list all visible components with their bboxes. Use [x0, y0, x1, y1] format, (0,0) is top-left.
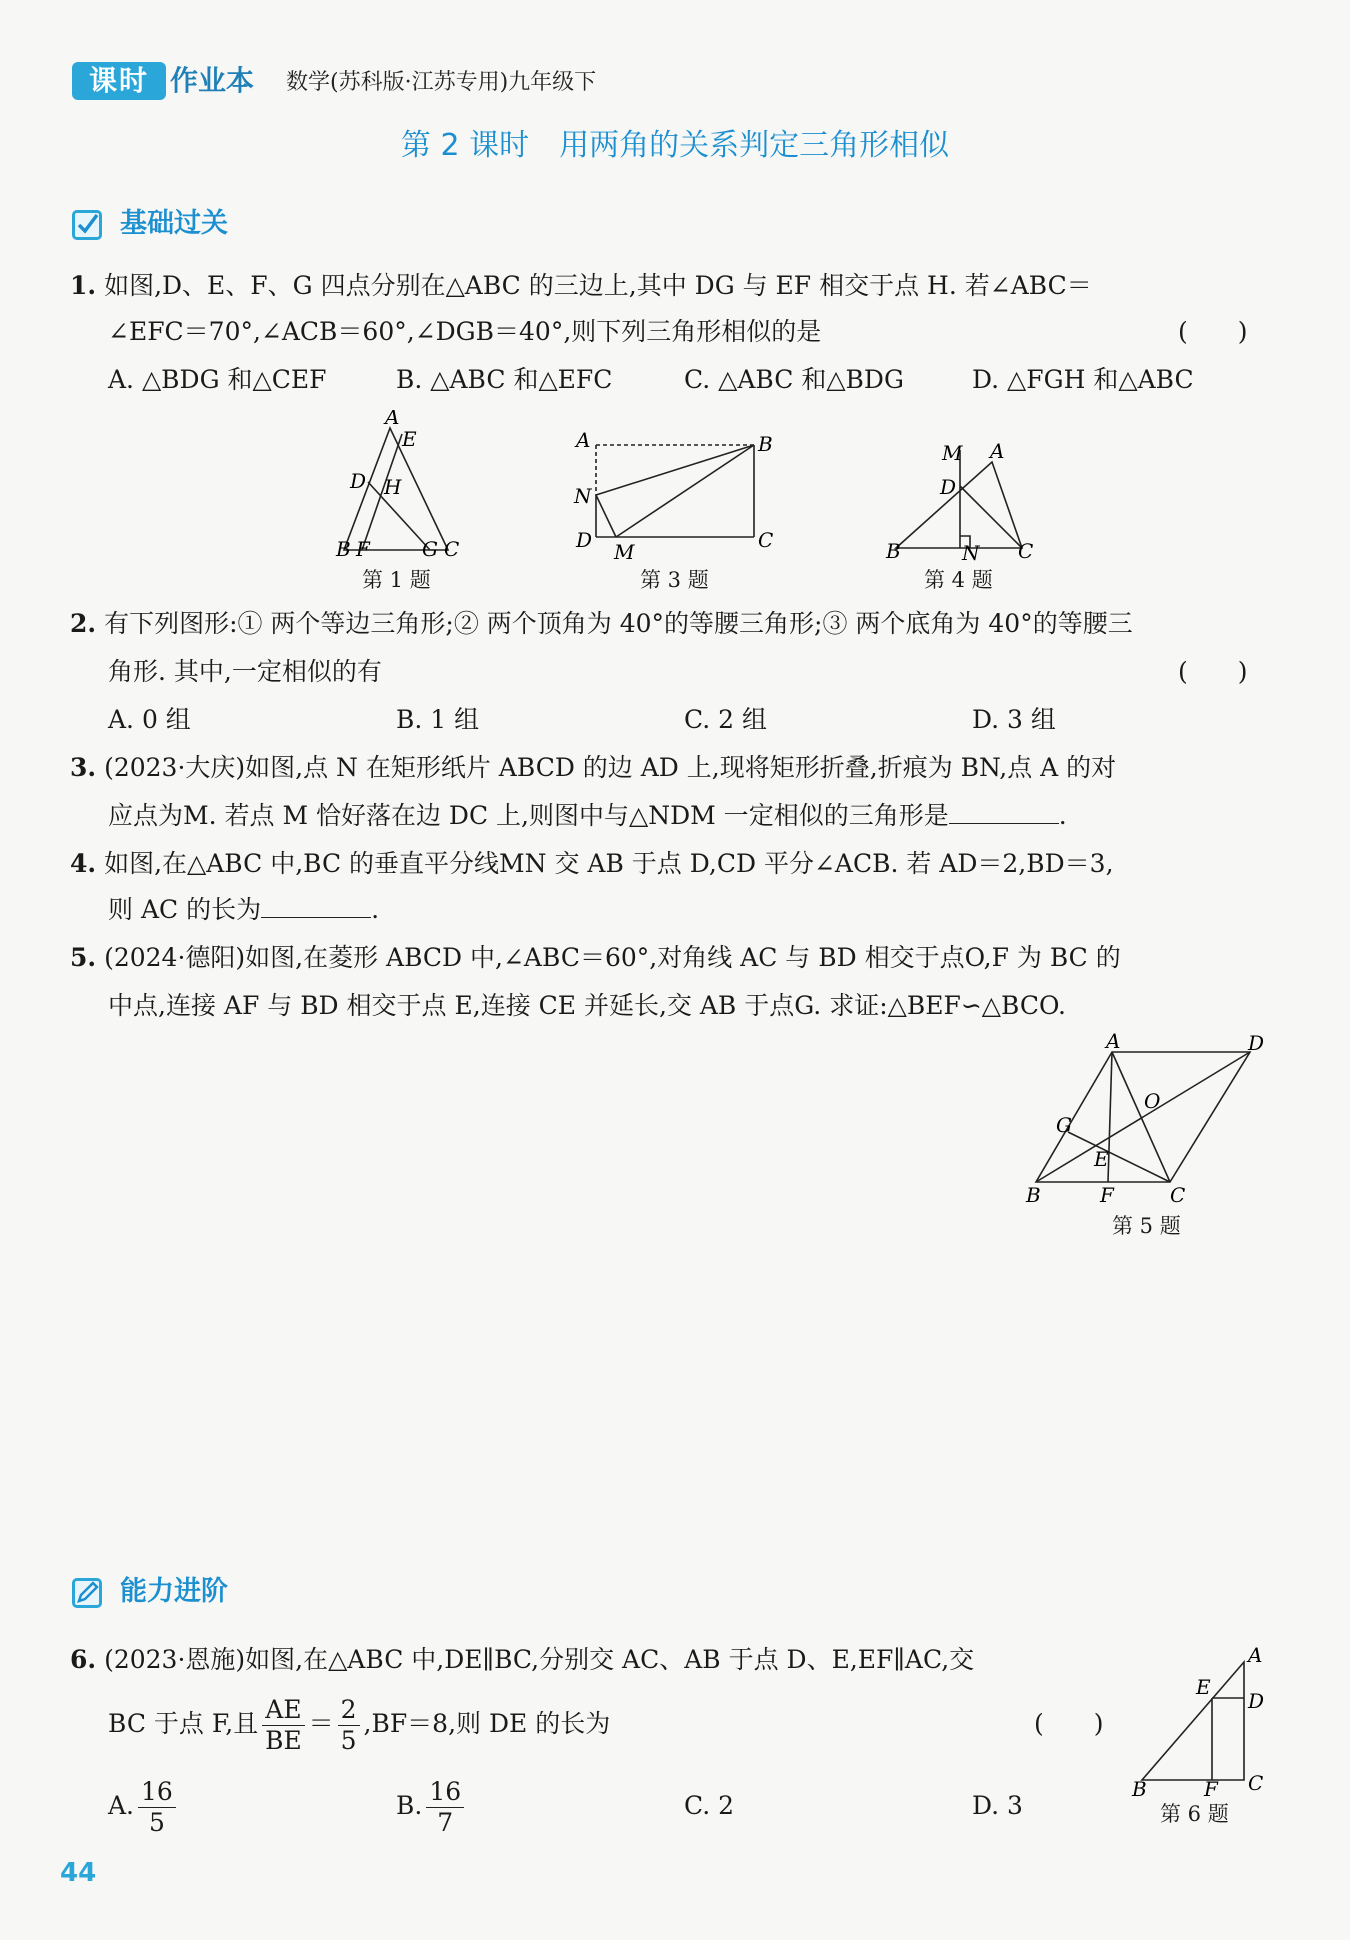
figure-4 — [880, 436, 1040, 566]
label-a: A — [576, 428, 591, 452]
question-text: (2023·大庆)如图,点 N 在矩形纸片 ABCD 的边 AD 上,现将矩形折叠,折痕为 BN,点 A 的对 — [104, 753, 1117, 782]
equals-sign: ＝ — [308, 1709, 334, 1738]
label-m: M — [942, 441, 963, 465]
question-2-line2: 角形. 其中,一定相似的有 — [108, 657, 382, 686]
question-text: 有下列图形:① 两个等边三角形;② 两个顶角为 40°的等腰三角形;③ 两个底角为 40°的等腰三 — [104, 609, 1133, 638]
question-3-line2 — [108, 796, 1067, 836]
question-text: 应点为M. 若点 M 恰好落在边 DC 上,则图中与△NDM 一定相似的三角形是 — [108, 801, 949, 830]
option-b: B. $\frac{16}{7}$ — [396, 1774, 468, 1838]
label-a: A — [990, 439, 1005, 463]
question-5-line2: 中点,连接 AF 与 BD 相交于点 E,连接 CE 并延长,交 AB 于点G. 求证:△BEF∽△BCO. — [108, 991, 1066, 1020]
fraction-ae-be: $\frac{AE}{BE}$ — [262, 1695, 304, 1756]
subject-info: 数学(苏科版·江苏专用)九年级下 — [286, 70, 597, 95]
label-b: B — [1132, 1777, 1147, 1800]
question-number: 2. — [70, 609, 97, 638]
answer-paren: ( ) — [1034, 1709, 1104, 1738]
option-a: A. △BDG 和△CEF — [108, 365, 327, 394]
label-n: N — [962, 541, 980, 565]
label-b: B — [758, 432, 773, 456]
page-number: 44 — [60, 1858, 97, 1888]
period: . — [371, 895, 380, 924]
option-a: A. $\frac{16}{5}$ — [108, 1774, 180, 1838]
label-b: B — [886, 539, 901, 563]
checkbox-icon — [72, 210, 102, 240]
option-c: C. 2 — [684, 1791, 735, 1820]
question-text: BC 于点 F,且 — [108, 1709, 259, 1738]
option-b: B. 1 组 — [396, 705, 480, 734]
option-d: D. 3 组 — [972, 705, 1056, 734]
label-c: C — [444, 537, 460, 561]
figure-6-caption: 第 6 题 — [1160, 1802, 1229, 1826]
question-number: 4. — [70, 849, 97, 878]
lesson-title: 第 2 课时 用两角的关系判定三角形相似 — [400, 128, 950, 163]
label-m: M — [614, 540, 635, 564]
label-g: G — [422, 537, 438, 561]
label-b: B — [336, 537, 351, 561]
answer-blank[interactable] — [949, 797, 1059, 824]
question-1-line2: ∠EFC＝70°,∠ACB＝60°,∠DGB＝40°,则下列三角形相似的是 — [108, 317, 822, 346]
figure-5-caption: 第 5 题 — [1112, 1214, 1181, 1238]
label-f: F — [1100, 1183, 1114, 1207]
question-6-line2 — [108, 1692, 610, 1756]
option-a: A. 0 组 — [108, 705, 191, 734]
label-g: G — [1056, 1113, 1072, 1137]
question-number: 6. — [70, 1645, 97, 1674]
label-d: D — [1248, 1689, 1265, 1713]
brand-title: 作业本 — [170, 64, 255, 97]
label-h: H — [384, 475, 402, 499]
label-d: D — [350, 469, 367, 493]
section-title-advanced: 能力进阶 — [120, 1576, 228, 1607]
question-text: ,BF＝8,则 DE 的长为 — [363, 1709, 611, 1738]
label-a: A — [1106, 1032, 1121, 1053]
label-e: E — [402, 427, 417, 451]
option-c: C. △ABC 和△BDG — [684, 365, 904, 394]
question-number: 3. — [70, 753, 97, 782]
label-f: F — [1204, 1777, 1218, 1800]
section-title-basic: 基础过关 — [120, 208, 228, 239]
question-text: (2024·德阳)如图,在菱形 ABCD 中,∠ABC＝60°,对角线 AC 与 BD 相交于点O,F 为 BC 的 — [104, 943, 1121, 972]
label-c: C — [1170, 1183, 1186, 1207]
option-c: C. 2 组 — [684, 705, 767, 734]
period: . — [1058, 801, 1067, 830]
label-e: E — [1196, 1675, 1211, 1699]
option-d: D. 3 — [972, 1791, 1023, 1820]
question-text: 如图,在△ABC 中,BC 的垂直平分线MN 交 AB 于点 D,CD 平分∠ACB. 若 AD＝2,BD＝3, — [104, 849, 1114, 878]
figure-4-caption: 第 4 题 — [924, 568, 993, 592]
label-b: B — [1026, 1183, 1041, 1207]
label-f: F — [356, 537, 370, 561]
label-c: C — [1018, 539, 1034, 563]
label-a: A — [385, 410, 400, 429]
label-d: D — [576, 528, 593, 552]
option-d: D. △FGH 和△ABC — [972, 365, 1194, 394]
question-2 — [70, 604, 1133, 644]
question-number: 5. — [70, 943, 97, 972]
question-text: 则 AC 的长为 — [108, 895, 262, 924]
figure-1-caption: 第 1 题 — [362, 568, 431, 592]
question-text: (2023·恩施)如图,在△ABC 中,DE∥BC,分别交 AC、AB 于点 D、E,EF∥AC,交 — [104, 1645, 975, 1674]
fraction-16-7: $\frac{16}{7}$ — [426, 1777, 464, 1838]
fraction-16-5: $\frac{16}{5}$ — [138, 1777, 176, 1838]
answer-paren: ( ) — [1178, 657, 1248, 686]
label-e: E — [1094, 1147, 1109, 1171]
logo: 课时 — [72, 62, 166, 100]
question-number: 1. — [70, 271, 97, 300]
pencil-icon — [72, 1578, 102, 1608]
question-4-line2 — [108, 890, 379, 930]
answer-blank[interactable] — [261, 891, 371, 918]
answer-paren: ( ) — [1178, 317, 1248, 346]
question-3 — [70, 748, 1116, 788]
figure-3 — [568, 425, 788, 570]
question-4 — [70, 844, 1114, 884]
label-d: D — [1248, 1032, 1265, 1055]
figure-3-caption: 第 3 题 — [640, 568, 709, 592]
label-d: D — [940, 475, 957, 499]
question-6 — [70, 1640, 974, 1680]
fraction-2-5: $\frac{2}{5}$ — [338, 1695, 360, 1756]
question-text: 如图,D、E、F、G 四点分别在△ABC 的三边上,其中 DG 与 EF 相交于点 H. 若∠ABC＝ — [104, 271, 1092, 300]
label-c: C — [758, 528, 774, 552]
label-o: O — [1144, 1089, 1161, 1113]
label-n: N — [574, 484, 592, 508]
figure-5 — [1020, 1032, 1270, 1212]
label-a: A — [1248, 1643, 1263, 1667]
figure-6 — [1126, 1640, 1272, 1800]
question-5 — [70, 938, 1121, 978]
question-1 — [70, 266, 1092, 306]
figure-1 — [330, 410, 470, 570]
option-b: B. △ABC 和△EFC — [396, 365, 613, 394]
label-c: C — [1248, 1771, 1264, 1795]
